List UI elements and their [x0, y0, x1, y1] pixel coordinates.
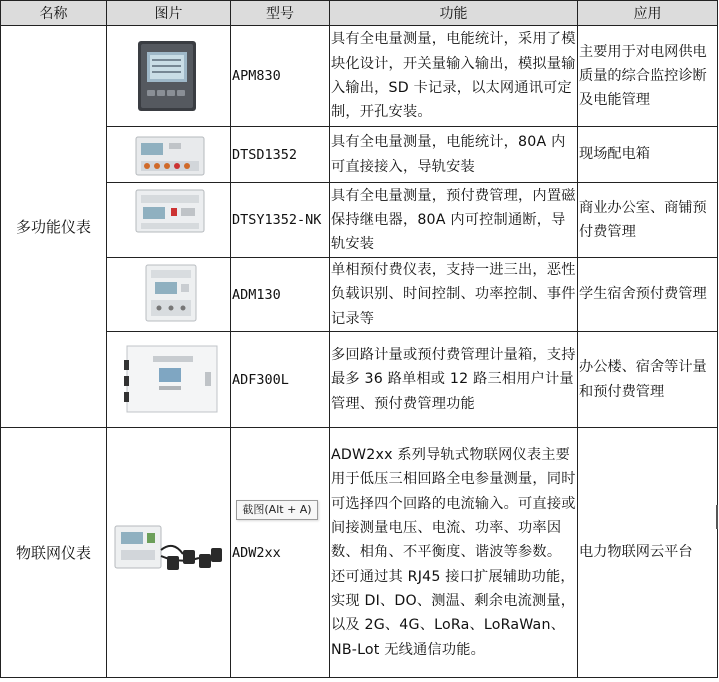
adm130-meter-image [107, 258, 231, 332]
adf300l-box-image [107, 332, 231, 428]
screenshot-tooltip: 截图(Alt + A) [236, 500, 318, 520]
dtsd1352-meter-image [107, 127, 231, 183]
application-cell: 主要用于对电网供电质量的综合监控诊断及电能管理 [578, 26, 718, 127]
function-cell: ADW2xx 系列导轨式物联网仪表主要用于低压三相回路全电参量测量，同时可选择四个回路的电流输入。可直接或间接测量电压、电流、功率、功率因数、相角、不平衡度、谐波等参数。 还可通过其 RJ45 接口扩展辅助功能，实现 DI、DO、测温、剩余电流测量，以及 2G、4G、LoRa、LoRaWan、NB-Lot 无线通信功能。 [330, 428, 578, 678]
header-function: 功能 [330, 1, 578, 26]
application-cell: 学生宿舍预付费管理 [578, 258, 718, 332]
model-cell: ADW2xx [231, 428, 330, 678]
application-cell: 商业办公室、商铺预付费管理 [578, 183, 718, 258]
table-row [1, 183, 718, 258]
header-application: 应用 [578, 1, 718, 26]
function-cell: 具有全电量测量，电能统计，80A 内可直接接入，导轨安装 [330, 127, 578, 183]
application-cell: 办公楼、宿舍等计量和预付费管理 [578, 332, 718, 428]
header-model: 型号 [231, 1, 330, 26]
group-iot-meter: 物联网仪表 [1, 428, 107, 678]
table-row [1, 428, 718, 678]
application-cell: 现场配电箱 [578, 127, 718, 183]
header-name: 名称 [1, 1, 107, 26]
application-cell: 电力物联网云平台 [578, 428, 718, 678]
apm830-meter-image [107, 26, 231, 127]
table-row [1, 127, 718, 183]
function-cell: 单相预付费仪表，支持一进三出，恶性负载识别、时间控制、功率控制、事件记录等 [330, 258, 578, 332]
model-cell: APM830 [231, 26, 330, 127]
window-edge-marker [716, 505, 718, 529]
table-row [1, 26, 718, 127]
group-multi-meter: 多功能仪表 [1, 26, 107, 428]
function-cell: 多回路计量或预付费管理计量箱，支持最多 36 路单相或 12 路三相用户计量管理、预付费管理功能 [330, 332, 578, 428]
header-row [1, 1, 718, 26]
model-cell: DTSY1352-NK [231, 183, 330, 258]
model-cell: DTSD1352 [231, 127, 330, 183]
model-cell: ADM130 [231, 258, 330, 332]
function-cell: 具有全电量测量，电能统计，采用了模块化设计，开关量输入输出，模拟量输入输出，SD 卡记录，以太网通讯可定制，开孔安装。 [330, 26, 578, 127]
header-image: 图片 [107, 1, 231, 26]
adw2xx-meter-image [107, 428, 231, 678]
model-cell: ADF300L [231, 332, 330, 428]
table-row [1, 258, 718, 332]
dtsy1352-meter-image [107, 183, 231, 258]
function-cell: 具有全电量测量，预付费管理，内置磁保持继电器，80A 内可控制通断，导轨安装 [330, 183, 578, 258]
table-row [1, 332, 718, 428]
